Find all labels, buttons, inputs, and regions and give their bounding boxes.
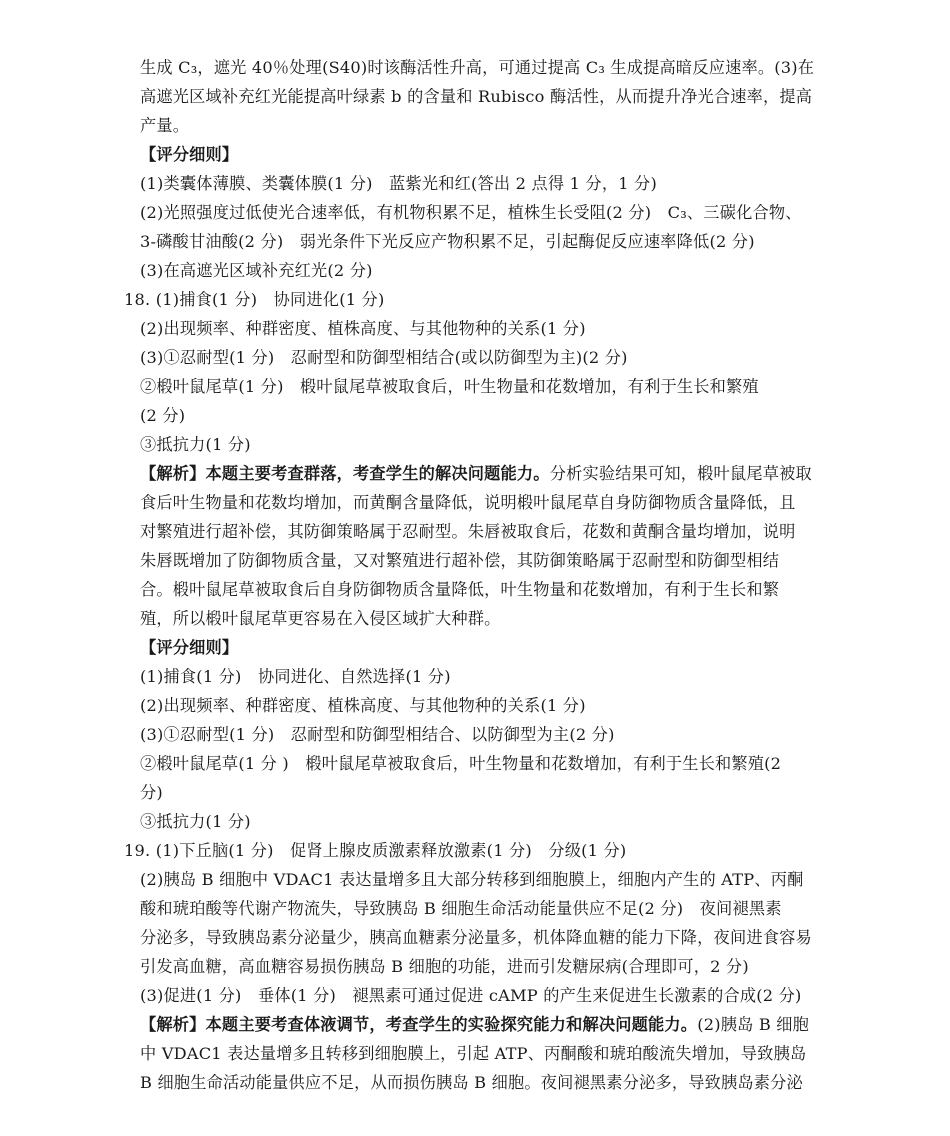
question-18-line: 18. (1)捕食(1 分) 协同进化(1 分)	[124, 290, 385, 309]
text-line: 酸和琥珀酸等代谢产物流失，导致胰岛 B 细胞生命活动能量供应不足(2 分) 夜间褪黑素	[140, 899, 782, 918]
text-line: 中 VDAC1 表达量增多且转移到细胞膜上，引起 ATP、丙酮酸和琥珀酸流失增加，导致胰岛	[140, 1044, 807, 1063]
text-line: 引发高血糖，高血糖容易损伤胰岛 B 细胞的功能，进而引发糖尿病(合理即可，2 分)	[140, 957, 749, 976]
text-line: (3)①忍耐型(1 分) 忍耐型和防御型相结合(或以防御型为主)(2 分)	[140, 348, 628, 367]
text-line: 3-磷酸甘油酸(2 分) 弱光条件下光反应产物积累不足，引起酶促反应速率降低(2 分)	[140, 232, 755, 251]
text-line: (2)光照强度过低使光合速率低，有机物积累不足，植株生长受阻(2 分) C₃、三碳化合物、	[140, 203, 802, 222]
text-line: 食后叶生物量和花数均增加，而黄酮含量降低，说明椴叶鼠尾草自身防御物质含量降低，且	[140, 493, 796, 512]
analysis-text: 分析实验结果可知，椴叶鼠尾草被取	[549, 464, 812, 483]
analysis-line	[140, 464, 812, 484]
analysis-text: (2)胰岛 B 细胞	[697, 1015, 810, 1034]
text-line: 产量。	[140, 116, 190, 135]
text-line: (1)捕食(1 分) 协同进化、自然选择(1 分)	[140, 667, 451, 686]
analysis-line	[140, 1015, 809, 1035]
text-line: B 细胞生命活动能量供应不足，从而损伤胰岛 B 细胞。夜间褪黑素分泌多，导致胰岛素分泌	[140, 1073, 803, 1092]
text-line: (2)出现频率、种群密度、植株高度、与其他物种的关系(1 分)	[140, 696, 586, 715]
section-heading: 【评分细则】	[140, 145, 239, 164]
analysis-heading: 【解析】本题主要考查群落，考查学生的解决问题能力。	[140, 464, 550, 483]
text-line: ②椴叶鼠尾草(1 分) 椴叶鼠尾草被取食后，叶生物量和花数增加，有利于生长和繁殖	[140, 377, 759, 396]
text-line: (3)①忍耐型(1 分) 忍耐型和防御型相结合、以防御型为主(2 分)	[140, 725, 615, 744]
text-line: 合。椴叶鼠尾草被取食后自身防御物质含量降低，叶生物量和花数增加，有利于生长和繁	[140, 580, 780, 599]
question-19-line: 19. (1)下丘脑(1 分) 促肾上腺皮质激素释放激素(1 分) 分级(1 分)	[124, 841, 627, 860]
text-line: (2 分)	[140, 406, 186, 425]
text-line: (2)出现频率、种群密度、植株高度、与其他物种的关系(1 分)	[140, 319, 586, 338]
text-line: (2)胰岛 B 细胞中 VDAC1 表达量增多且大部分转移到细胞膜上，细胞内产生的 ATP、丙酮	[140, 870, 804, 889]
text-line: 分泌多，导致胰岛素分泌量少，胰高血糖素分泌量多，机体降血糖的能力下降，夜间进食容易	[140, 928, 812, 947]
text-line: 殖，所以椴叶鼠尾草更容易在入侵区域扩大种群。	[140, 609, 501, 628]
analysis-heading: 【解析】本题主要考查体液调节，考查学生的实验探究能力和解决问题能力。	[140, 1015, 698, 1034]
text-line: 高遮光区域补充红光能提高叶绿素 b 的含量和 Rubisco 酶活性，从而提升净光合速率，提高	[140, 87, 813, 106]
text-line: ②椴叶鼠尾草(1 分 ) 椴叶鼠尾草被取食后，叶生物量和花数增加，有利于生长和繁殖(2	[140, 754, 782, 773]
section-heading: 【评分细则】	[140, 638, 239, 657]
text-line: (3)促进(1 分) 垂体(1 分) 褪黑素可通过促进 cAMP 的产生来促进生长激素的合成(2 分)	[140, 986, 802, 1005]
text-line: (1)类囊体薄膜、类囊体膜(1 分) 蓝紫光和红(答出 2 点得 1 分，1 分)	[140, 174, 657, 193]
text-line: 对繁殖进行超补偿，其防御策略属于忍耐型。朱唇被取食后，花数和黄酮含量均增加，说明	[140, 522, 796, 541]
text-line: (3)在高遮光区域补充红光(2 分)	[140, 261, 373, 280]
text-line: ③抵抗力(1 分)	[140, 435, 251, 454]
text-line: 生成 C₃，遮光 40％处理(S40)时该酶活性升高，可通过提高 C₃ 生成提高暗反应速率。(3)在	[140, 58, 815, 77]
text-line: 分)	[140, 783, 163, 802]
text-line: 朱唇既增加了防御物质含量，又对繁殖进行超补偿，其防御策略属于忍耐型和防御型相结	[140, 551, 780, 570]
text-line: ③抵抗力(1 分)	[140, 812, 251, 831]
